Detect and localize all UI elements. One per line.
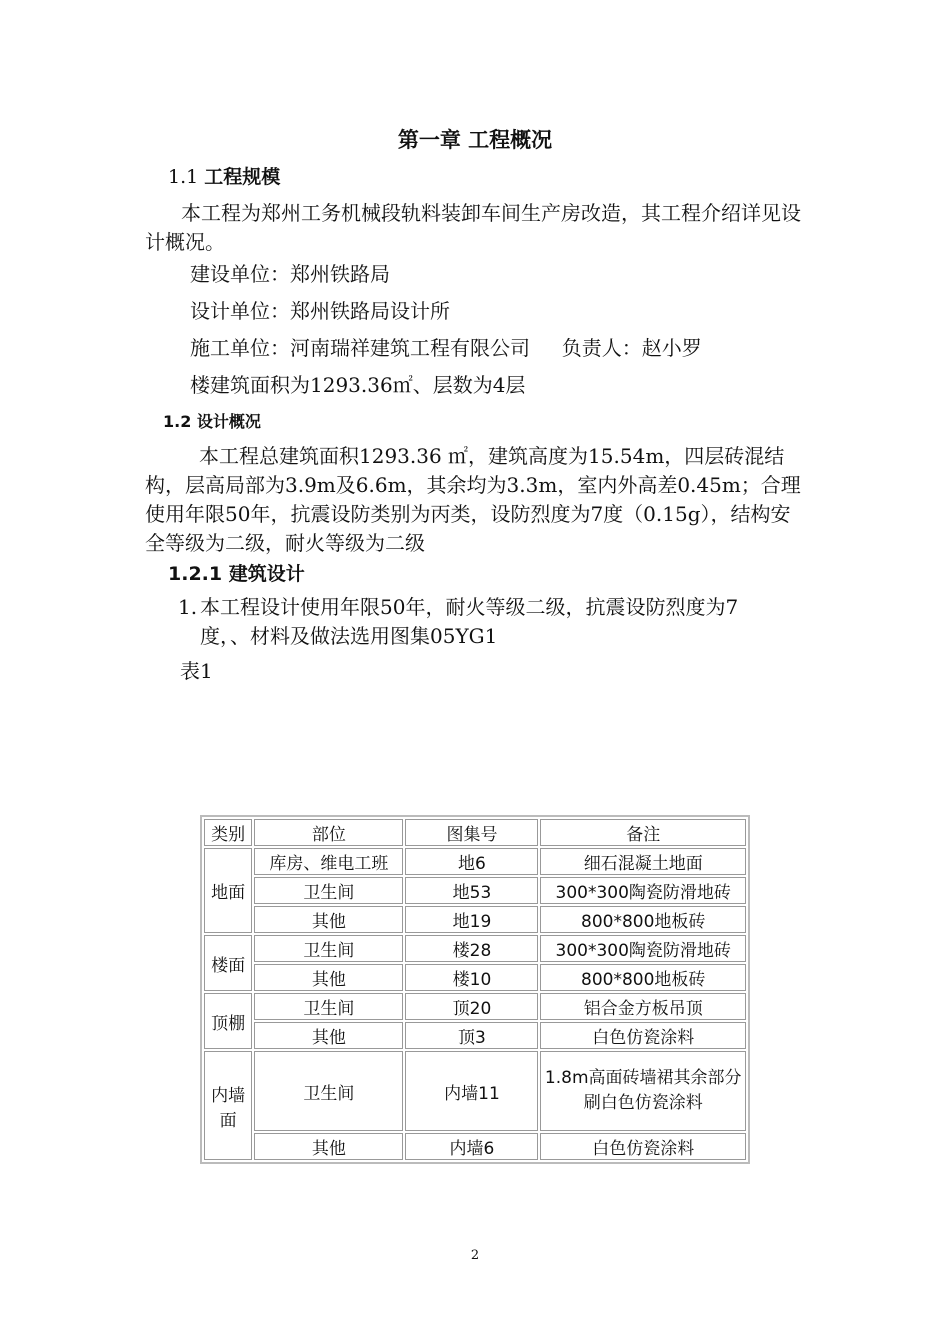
code-cell: 内墙6 — [405, 1133, 538, 1160]
note-cell: 800*800地板砖 — [540, 964, 746, 991]
list-number: 1. — [178, 595, 198, 619]
code-cell: 顶20 — [405, 993, 538, 1020]
part-cell: 其他 — [254, 964, 403, 991]
chapter-title: 第一章 工程概况 — [397, 128, 553, 152]
page-number: 2 — [470, 1248, 480, 1263]
table-row — [204, 1022, 746, 1049]
part-cell: 卫生间 — [254, 993, 403, 1020]
materials-table — [200, 815, 750, 1164]
part-cell: 其他 — [254, 906, 403, 933]
note-cell: 300*300陶瓷防滑地砖 — [540, 877, 746, 904]
category-cell: 内墙面 — [204, 1051, 252, 1160]
note-cell: 白色仿瓷涂料 — [540, 1133, 746, 1160]
table-row — [204, 935, 746, 962]
category-cell: 顶棚 — [204, 993, 252, 1049]
code-cell: 顶3 — [405, 1022, 538, 1049]
header-part: 部位 — [254, 819, 403, 846]
table-row — [204, 848, 746, 875]
part-cell: 卫生间 — [254, 877, 403, 904]
note-cell: 细石混凝土地面 — [540, 848, 746, 875]
code-cell: 地53 — [405, 877, 538, 904]
note-cell: 800*800地板砖 — [540, 906, 746, 933]
builder-line: 建设单位：郑州铁路局 — [190, 262, 390, 286]
note-cell: 1.8m高面砖墙裙其余部分刷白色仿瓷涂料 — [540, 1051, 746, 1131]
project-scale-paragraph: 本工程为郑州工务机械段轨料装卸车间生产房改造，其工程介绍详见设计概况。 — [145, 201, 801, 254]
code-cell: 楼28 — [405, 935, 538, 962]
table-row — [204, 993, 746, 1020]
table-row — [204, 906, 746, 933]
section-title: 工程规模 — [204, 166, 281, 188]
category-cell: 楼面 — [204, 935, 252, 991]
part-cell: 其他 — [254, 1133, 403, 1160]
category-cell: 地面 — [204, 848, 252, 933]
header-category: 类别 — [204, 819, 252, 846]
table-header-row — [204, 819, 746, 846]
note-cell: 白色仿瓷涂料 — [540, 1022, 746, 1049]
part-cell: 其他 — [254, 1022, 403, 1049]
part-cell: 库房、维电工班 — [254, 848, 403, 875]
section-heading-1-2: 1.2 设计概况 — [163, 412, 261, 431]
designer-line: 设计单位：郑州铁路局设计所 — [190, 299, 450, 323]
code-cell: 地19 — [405, 906, 538, 933]
note-cell: 铝合金方板吊顶 — [540, 993, 746, 1020]
section-number: 1.1 — [168, 166, 199, 188]
header-note: 备注 — [540, 819, 746, 846]
table-row — [204, 1051, 746, 1131]
table-caption: 表1 — [180, 659, 213, 683]
part-cell: 卫生间 — [254, 935, 403, 962]
list-text-line-2: 度，、材料及做法选用图集05YG1 — [200, 624, 498, 648]
code-cell: 内墙11 — [405, 1051, 538, 1131]
note-cell: 300*300陶瓷防滑地砖 — [540, 935, 746, 962]
section-heading-1-1 — [168, 162, 280, 189]
code-cell: 楼10 — [405, 964, 538, 991]
section-heading-1-2-1: 1.2.1 建筑设计 — [168, 563, 305, 585]
list-text-line-1: 本工程设计使用年限50年，耐火等级二级，抗震设防烈度为7 — [200, 595, 739, 619]
list-item — [178, 593, 818, 651]
design-overview-paragraph: 本工程总建筑面积1293.36 ㎡，建筑高度为15.54m，四层砖混结构，层高局部为3.9m及6.6m，其余均为3.3m，室内外高差0.45m；合理使用年限50年，抗震设防类别为丙类，设防烈度为7度（0.15g），结构安全等级为二级，耐火等级为二级 — [145, 444, 801, 555]
contractor-line: 施工单位：河南瑞祥建筑工程有限公司 负责人：赵小罗 — [190, 336, 702, 360]
area-line: 楼建筑面积为1293.36㎡、层数为4层 — [190, 373, 526, 397]
part-cell: 卫生间 — [254, 1051, 403, 1131]
table-row — [204, 964, 746, 991]
header-code: 图集号 — [405, 819, 538, 846]
code-cell: 地6 — [405, 848, 538, 875]
table-row — [204, 877, 746, 904]
table-row — [204, 1133, 746, 1160]
